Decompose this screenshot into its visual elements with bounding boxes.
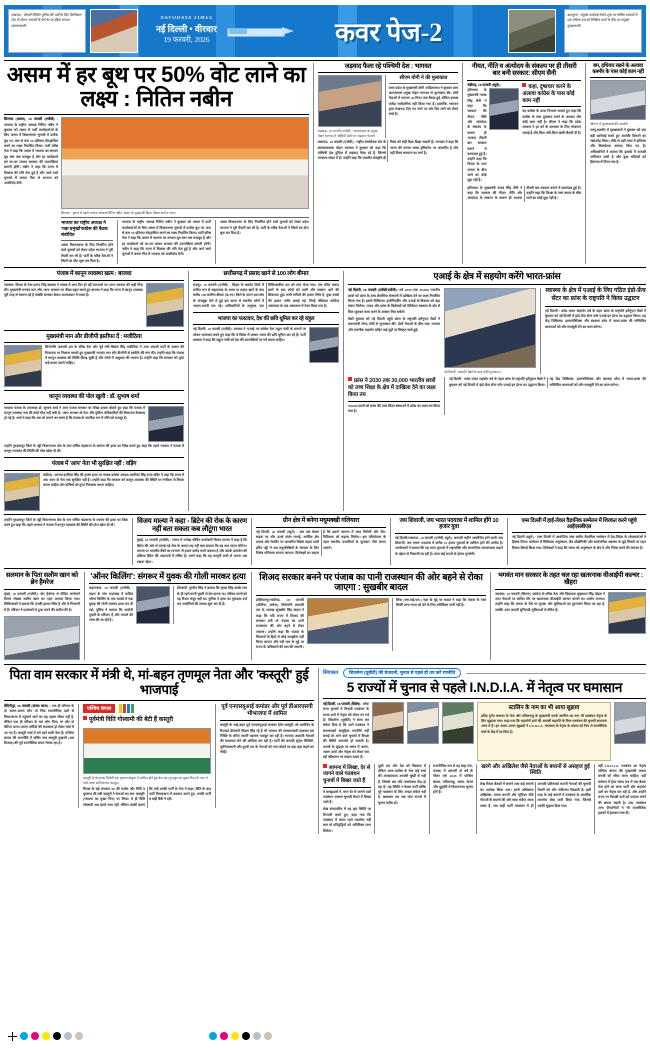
page-title: कवर पेज-2 bbox=[334, 18, 443, 47]
color-swatches bbox=[119, 704, 134, 713]
lead-headline: असम में हर बूथ पर 50% वोट लाने का लक्ष्य : नितिन नबीन bbox=[6, 62, 306, 112]
saini-photo bbox=[489, 88, 520, 130]
section-middle bbox=[4, 271, 646, 511]
salman-headline: सलमान के पिता सलीम खान को ब्रेन हैमरेज bbox=[6, 572, 78, 587]
bullet-square-icon bbox=[522, 83, 526, 87]
left-story-1-headline: मुख्यमंत्री मान और डीजीपी इस्तीफा दें : मजीठिया bbox=[46, 333, 142, 340]
bhagwat-subhead: सीएम योगी ने की मुलाकात bbox=[399, 75, 448, 82]
saini-headline: नीयत, नीति व अंत्योदय के संकल्प पर ही तीसरी बार बनी सरकार: सीएम सैनी bbox=[471, 63, 577, 78]
section-lower bbox=[4, 572, 646, 660]
left-story-0-body: जालंधर: विपक्ष के नेता प्रताप सिंह बाजवा ने पंजाब में आए दिन हो रही घटनाओं पर 'आप' सरकार की कड़ी निंदा की। मुख्यमंत्री भगवंत मान और 'आप' सरकार पर तीखा प्रहार करते हुए बाजवा ने कहा कि राज्य में कानून-व्यवस्था पूरी तरह से चरमरा गई है जबकि सरकार केवल आत्मप्रचार में व्यस्त है। bbox=[4, 282, 143, 298]
india-col4-text: वहीं I.N.D.I.A. गठबंधन का नेतृत्व पश्चिम बंगाल की मुख्यमंत्री ममता बनर्जी को सौंपा जाना चाहिए। वहीं वर्तमान में हैदर संसद सत्र में एक बैठक नेता होने का साफ पार्टी और सहयोग दलों का नेतृत्व कर रही है, और उन्होंने राज्य पर विपक्षी दलों को फायदा करने की क्षमता रखती है। अब, गठबंधन अन्य टिप्पणियों ने भी राजनीतिक हलकों में हलचल मचा दी। bbox=[598, 763, 646, 816]
india-col3-text: लेख मैंकस बैठकों में सामने आए कई बयानों का उल्लेख किया गया। इनमें अधिकांश अखिलेश, ममता बनर्जी और भूमिका जैसे नेताओं के बयानों की ओर साफ संकेत आता जाता है, जब कहीं पार्टी गठबंधन में ही आपसी प्रतिस्पर्धा कथनी नेताओं की चुनावी तैयारी को और जटिलता दिखाती है। इसी तरह के कई बयानों में गठबंधन के आंतरिक तालमेल लेख जारी किया गया, जिससे उनकी सुझाव दिया गया। bbox=[480, 782, 591, 808]
masthead-right-brief-box bbox=[564, 9, 642, 53]
masthead-left-brief-box bbox=[8, 9, 86, 53]
color-dot-yellow-2 bbox=[231, 1032, 239, 1040]
leader-photo-4 bbox=[614, 702, 646, 744]
lead-photo-block bbox=[61, 117, 309, 264]
khaira-story bbox=[490, 572, 646, 660]
bullet-square-icon-3 bbox=[83, 716, 87, 720]
kashmir-story bbox=[585, 63, 646, 264]
saini-bullet: कहा, दुष्प्रचार करने के अलावा कांग्रेस के पास कोई काम नहीं bbox=[522, 83, 575, 104]
bhagwat-photo bbox=[318, 75, 382, 127]
section-bottom bbox=[4, 668, 646, 834]
color-dot-gray3 bbox=[253, 1032, 261, 1040]
lead-dateline: सिलचर (असम), 18 फरवरी (एजेंसी) : bbox=[4, 117, 58, 122]
salman-story bbox=[4, 572, 84, 660]
lead-col-3 bbox=[215, 220, 309, 264]
badal-photo-block bbox=[307, 598, 389, 651]
india-col-3 bbox=[476, 764, 591, 834]
mid-story-1-headline: भाजपा का पलटवार, देश की छवि धूमिल कर रहे राहुल bbox=[217, 316, 315, 323]
color-dot-magenta-2 bbox=[220, 1032, 228, 1040]
paper-identity bbox=[156, 16, 217, 45]
green-body: नई दिल्ली, 18 फरवरी (ब्यूरो) : अब तक केवल सड़क पर और ऊर्जा संयंत्र लगाई, आर्थिक क्षेत्र प्रभाव और रेस्टोरेंट पर आधारित विशेष महत्व वाली हरित पट्टी में अब मधुमक्खियों के संरक्षण के लिए विशेष गलियारा बनाया जाएगा। विशेषज्ञों का कहना है कि इससे परागण में मदद मिलेगी और जैव-विविधता को बढ़ावा मिलेगा। इस परियोजना के तहत स्थानीय प्रजातियों के फूलदार पौधे लगाए जाएंगे। bbox=[256, 529, 386, 555]
leader-photo-2 bbox=[407, 702, 439, 744]
bullet-square-icon-2 bbox=[348, 377, 352, 381]
bengal-dateline: मेदिनीपुर, 18 फरवरी (संजय जाना) : bbox=[4, 704, 51, 709]
bhagwat-col1-text: लखनऊ, 18 फरवरी (एजेंसी) : राष्ट्रीय स्वयंसेवक संघ के सरसंघचालक मोहन भागवत ने बुधवार को कहा कि पश्चिमी देश दुनिया में जड़वाद फैला रहे हैं, जिससे मानवता संकट में है। उन्होंने कहा कि भारतीय संस्कृति ही विश्व को सही दिशा दिखा सकती है। भागवत ने कहा कि भारत की परंपरा समग्र दृष्टिकोण पर आधारित है और यही विश्व कल्याण का मार्ग है। bbox=[317, 140, 459, 161]
bengal-package bbox=[4, 668, 318, 834]
saini-dateline: चंडीगढ़, 18 फरवरी (ब्यूरो): bbox=[467, 82, 501, 87]
india-bloc-package bbox=[318, 668, 646, 834]
left-story-2-headline: कानून व्यवस्था की पोल खुली : डॉ. सुभाष शर्मा bbox=[48, 394, 140, 401]
mid-story-0-body: रायपुर, 18 फरवरी (एजेंसी) : बिहार के बालोद जिले में कथित रूप से महाप्रसाद के असर या प्रसाद खाने के बाद करीब 100 ग्रामीण बीमार पड़ गए। जिले के पाटन ग्राम क्षेत्र के चंगाबुड़ा ठेले में हुई इस घटना से स्थानीय लोगों में अफरा-तफरी मच गई। अधिकारियों के अनुसार, एक चिकित्सकीय दल को गांव भेजा गया। एक मंदिर प्रसाद खाने के बाद लोगों को उल्टी और चक्कर आने की शिकायत हुई। सभी मरीजों की हालत स्थिर है, कुछ बच्चों की हालत गंभीर बताई गई, जिन्हें मेडिकल कॉलेज अस्पताल के एक अस्पताल में रेफर किया गया है। bbox=[193, 282, 339, 308]
lead-photo-caption: सिलचर : चुनाव से पहले भाजपा अध्यक्ष नितिन नबीन, असम के मुख्यमंत्री हिमंत बिस्वा शर्मा व अन्य। bbox=[61, 211, 176, 216]
malya-headline: विजय माल्या ने कहा - ब्रिटेन की रोक के कारण नहीं बता सकता कब लौटूंगा भारत bbox=[137, 517, 247, 533]
left-story-1-body: शिरोमणि अकाली दल के वरिष्ठ नेता और पूर्व मंत्री बिक्रम सिंह मजीठिया ने आम आदमी पार्टी के शासन की विफलता पर निशाना साधते हुए मुख्यमंत्री भगवंत मान और डीजीपी से इस्तीफे की मांग की। उन्होंने कहा कि पंजाब में कानून-व्यवस्था की स्थिति बिगड़ चुकी है और लोगों में असुरक्षा की भावना है। उन्होंने कहा कि सरकार को तुरंत कड़े कदम उठाने चाहिए। bbox=[45, 345, 184, 366]
badal-photo bbox=[307, 598, 389, 644]
india-intro: : लोक सभा चुनावों में विपक्षी गठबंधन के घटक दलों में नेतृत्व को लेकर ठन गई है। शिवसेना (यूबीटी) ने साफ कर संकेत दिया है कि आगे गठबंधन ने समन्वयकों सामूहिक रणनीति नहीं बनाई तो आने वाले चुनावों में विपक्ष की स्थिति कमजोर हो सकती है। घटकों के सुझाव पर समय में अलग-अलग दावों और नेतृत्व को लेकर चल रही खींचतान पर सवाल उठाए हैं। bbox=[323, 702, 369, 760]
saini-col-left bbox=[467, 83, 519, 184]
ai-col-1 bbox=[348, 288, 440, 374]
mid-story-1 bbox=[193, 316, 339, 363]
lead-photo bbox=[61, 117, 309, 209]
left-column bbox=[4, 271, 188, 511]
left-story-3-body: चंडीगढ़ : सरपंच हरविंदर सिंह की नृशंस हत्या पर पंजाब कांग्रेस अध्यक्ष अमरिंदर सिंह राजा वड़िंग ने कहा कि राज्य में अब 'आप' के नेता तक सुरक्षित नहीं हैं। उन्होंने कहा कि सरकार को कानून-व्यवस्था की स्थिति पर गंभीरता से विचार करना चाहिए और दोषियों को तुरंत गिरफ्तार करना चाहिए। bbox=[43, 472, 184, 488]
pen-icon bbox=[227, 26, 297, 37]
india-col-4 bbox=[594, 764, 646, 834]
ai-photo-block bbox=[444, 288, 536, 374]
left-story-2-photo bbox=[148, 406, 184, 442]
ai-sub-body: नई दिल्ली : फ्रांस-भारत सहयोग वर्ष के तहत फ्रांस के राष्ट्रपति इमैनुएल मैक्रों ने बुधवार को नई दिल्ली में इंडो-फ्रेंच सेंटर फॉर एआई इन हेल्थ का उद्घाटन किया। यह केंद्र चिकित्सा, डायग्नोस्टिक्स और स्वास्थ्य शोध में भारत-फ्रांस की सम्मिलित क्षमताओं को और मजबूती देने का काम करेगा। bbox=[545, 308, 646, 329]
masthead-center bbox=[142, 5, 508, 57]
section-top bbox=[4, 63, 646, 264]
bengal-photo bbox=[83, 728, 211, 774]
section-middle2 bbox=[4, 518, 646, 565]
lead-story bbox=[4, 63, 313, 264]
left-story-0-headline: पंजाब में कानून व्यवस्था खत्म : बाजवा bbox=[56, 271, 132, 278]
india-bullet-body: ये समझदारों ने, मगर देर से जागने वाले गठबंधन आसान चुनावी मैदान में बिखर जाते हैं। bbox=[323, 789, 371, 805]
leader-photo-1 bbox=[372, 702, 404, 744]
stalin-sub-body: द्रविड़ मुनेत्र कषगम के नेता और तमिलनाडु के मुख्यमंत्री एमके स्टालिन का नाम भी गठबंधन नेतृत्व के लिए सुझाया गया। कहा गया कि सहयोगी दलों की आपसी सहमति के बिना गठबंधन की चुनावी सफलता अधर में है। इन अलग-अलग सुझावों ने I.N.D.I.A. गठबंधन के नेतृत्व के सवाल को फिर से राजनीतिक चर्चा के केंद्र में ला दिया है। bbox=[481, 713, 607, 734]
saini-story bbox=[462, 63, 585, 264]
kashmir-body: जम्मू-कश्मीर में सुरक्षाबलों ने बुधवार को एक बड़ी कार्रवाई करते हुए आतंकी ठिकाने का भंडाफोड़ किया। मौके से बड़ी मात्रा में हथियार और विस्फोटक बरामद किए गए हैं। अधिकारियों ने बताया कि इलाके में तलाशी अभियान जारी है और कुछ संदिग्धों को हिरासत में लिया गया है। bbox=[590, 128, 646, 165]
color-dot-gray1 bbox=[64, 1032, 72, 1040]
color-dot-cyan bbox=[20, 1032, 28, 1040]
left-story-2-body2: उन्होंने गुरदासपुर जिले के पट्टी विधानसभा क्षेत्र के नाम चर्चित महासभा के सरपंच की हत्या का जिक्र करते हुए कहा कि पहले भाजपा ने पंजाब में कानून व्यवस्था की स्थिति की पोल खोल दी थी। bbox=[4, 443, 184, 454]
khaira-body: जालंधर, 18 फरवरी (किरण): कांग्रेस के वरिष्ठ नेता और विधायक सुखपाल सिंह खैहरा ने आप नेताओं पर कथित तौर पर खतरनाक वीआईपी कल्चर चलाने का आरोप लगाया। उन्होंने कहा कि जनता के पैसे पर सुरक्षा और सुविधाओं का दुरुपयोग किया जा रहा है, जबकि आम आदमी बुनियादी सुविधाओं से वंचित है। bbox=[495, 591, 605, 612]
registration-cross-icon bbox=[8, 1032, 17, 1041]
bengal-photo-caption: कस्तूरी के के इनका मिलेगी एक कृष्णन बांकुरा में शामिल होने हुए बेटा रहा (तृणमूल का मुखर पिच) के नाम 'ने-नाथे-नाथा' शानिजनाब मजबूत। bbox=[83, 775, 209, 785]
color-dot-cyan-2 bbox=[209, 1032, 217, 1040]
bengal-col-3 bbox=[215, 704, 314, 808]
badal-body: होशियारपुर/चंडीगढ़, 18 फरवरी (सोनिया, अर्चना): शिरोमणि अकाली दल के अध्यक्ष सुखबीर सिंह बादल ने कहा कि यदि राज्य में शिअद की सरकार बनी तो पंजाब का पानी राजस्थान की ओर बहने से रोका जाएगा। उन्होंने कहा कि पंजाब के किसानों के हितों से कोई समझौता नहीं किया जाएगा और नदी जल के मुद्दे पर राज्य के अधिकारों की रक्षा की जाएगी। bbox=[256, 597, 304, 650]
left-story-1-photo bbox=[4, 345, 42, 387]
left-story-0 bbox=[4, 271, 184, 326]
malya-story bbox=[132, 518, 251, 565]
color-dot-gray4 bbox=[264, 1032, 272, 1040]
color-dot-black-2 bbox=[242, 1032, 250, 1040]
saini-body-cont: हरियाणा के मुख्यमंत्री नायब सिंह सैनी ने कहा कि सरकार की नीयत, नीति और अंत्योदय के संकल्प के कारण ही भाजपा तीसरी बार सरकार बनाने में कामयाब हुई है। उन्होंने कहा कि विपक्ष के पास जनता के बीच जाने का कोई मुद्दा नहीं है। bbox=[467, 185, 582, 201]
left-story-3 bbox=[4, 461, 184, 510]
print-registration-bar bbox=[0, 1030, 650, 1042]
mid-story-0 bbox=[193, 271, 339, 309]
sad-badal-story bbox=[251, 572, 490, 660]
bengal-sub-body-2: कस्तूरी के भाई-बहन पूर्व एनएसयूआई कमांडर देवेन कस्तूरी, जो आरोपित के रिटायर्ड डीएसपी विक्रम सिंह रहे हैं भी भाजपा की तलवारवाली व्यवस्था इस निर्दिष्ट के जरिए अपनी पहचान मजबूत कर रही है। भाजपा अकाली नेताओं की सदस्यता लेने की कोशिश कर रही है। पार्टी की कमांडी सुदेश शिविधी, पूर्वनेताकाली और दूसरी दल के नेताओं को नाम जोड़ने पर बड़ा-बड़ा कहने का नेतेहैं। bbox=[220, 723, 314, 754]
masthead-left-photo bbox=[90, 9, 138, 53]
aiims-headline: एम्स दिल्ली में हाई-लेवल वैज्ञानिक सम्मेलन में शिरकत करने पहुंचे आईएसबीएस bbox=[521, 517, 637, 530]
ai-col1b-text: मैक्रों बुधवार को नई दिल्ली पहुंचे फ्रांस के राष्ट्रपति इमैनुएल मैक्रों ने प्रधानमंत्री नरेन्द्र मोदी से मुलाकात की। दोनों नेताओं के बीच रक्षा, व्यापार और तकनीक सहयोग सहित कई मुद्दों पर विस्तृत चर्चा हुई। bbox=[348, 316, 440, 332]
bengal-col-1 bbox=[4, 704, 74, 808]
bhagwat-headline: जड़वाद फैला रहे पश्चिमी देश : भागवत bbox=[344, 63, 432, 70]
khaira-photo bbox=[608, 592, 646, 634]
kashmir-photo-caption: श्रीनगर में सुरक्षाबलों की तलाशी। bbox=[590, 122, 629, 127]
india-bloc-headline: 5 राज्यों में चुनाव से पहले I.N.D.I.A. में नेतृत्व पर घमासान bbox=[346, 680, 623, 696]
bengal-subhead-2: पूर्व एनएसयूआई कमांडर और पूर्व डीआरएसपी भीभाजपा में शामिल bbox=[221, 704, 313, 718]
ai-extra-col bbox=[444, 377, 646, 414]
india-col2b-text: राजनीतिक रूप से यह कहा गया, पंजाब, में आगामी दो वर्ष के भीतर वर्ष 2026 में पश्चिम बंगाल, तमिलनाडु, असम, केरल और पुडुचेरी में विधानसभा चुनाव होने हैं। bbox=[433, 763, 473, 795]
bengal-col-2 bbox=[78, 704, 211, 808]
mid-story-1-body: नई दिल्ली, 18 फरवरी (एजेंसी): भाजपा ने 'एआई' पर कांग्रेस नेता राहुल गांधी के बयानों पर लोकर पलटवार करते हुए कहा कि वे विदेश में जाकर भारत की छवि धूमिल कर रहे हैं। पार्टी प्रवक्ता ने कहा कि राहुल गांधी को देश की उपलब्धियों पर गर्व करना चाहिए। bbox=[193, 327, 306, 342]
india-bullet-body-2: लेख संपादकीय में यह कृत स्थिति पर टिप्पणी करते हुए, कहा गया कि गठबंधन में समय रहते तालमेल नहीं बना तो प्रतिद्वंद्वियों को अतिरिक्त लाभ मिलेगा। bbox=[323, 807, 371, 833]
bhagwat-photo-block bbox=[318, 75, 382, 138]
india-col3-head: खरगे और अखिलेश जैसे नेताओं के बयानों से असहज हुई स्थिति bbox=[481, 763, 590, 777]
paper-name-english: NAVODAYA TIMES bbox=[160, 16, 213, 22]
color-dot-black bbox=[53, 1032, 61, 1040]
mid-story-1-photo bbox=[309, 327, 339, 363]
saini-body-right: वह कांग्रेस के ऊपर निशाना साधते हुए कहा कि कांग्रेस के पास दुष्प्रचार करने के अलावा और कोई काम नहीं है। सीएम ने कहा कि प्रदेश सरकार ने हर वर्ग के कल्याण के लिए योजनाएं चलाई हैं और बिना पर्ची-बिना खर्ची नौकरी दी है। bbox=[522, 109, 582, 135]
paper-date: 19 फरवरी, 2026 bbox=[163, 35, 210, 45]
honor-killing-body2: डीएसपी. गुरमीत सिंह ने बताया कि मृतक सिंह उसके गांव के ही रहने वाली युवती से प्रेम करता था। परिवार वालों को यह रिश्ता मंजूर नहीं था। पुलिस ने हत्या का मुकदमा दर्ज कर आरोपियों की तलाश शुरू कर दी है। bbox=[173, 586, 247, 624]
bengal-region-label: पश्चिम बंगाल bbox=[83, 704, 115, 713]
india-col-2 bbox=[374, 764, 426, 834]
india-col-1 bbox=[323, 702, 369, 760]
masthead-banner bbox=[4, 5, 646, 57]
malya-body: मुंबई, 18 फरवरी (एजेंसी) : भारत में भगोड़ा घोषित कारोबारी विजय माल्या ने कहा है कि ब्रिटेन की ओर से लगाई गई रोक के कारण वह नहीं बता सकता कि वह कब भारत लौटेगा। माल्या पर भारतीय बैंकों का लगभग नौ हजार करोड़ रुपये बकाया है और उसके प्रत्यर्पण की प्रक्रिया ब्रिटेन की अदालतों में लंबित है। उसने कहा कि वह कानूनी रास्ते से अपना पक्ष रखता रहेगा। bbox=[137, 538, 247, 564]
leader-photo-3 bbox=[442, 702, 474, 744]
bhagwat-col-1 bbox=[385, 75, 459, 138]
green-headline: ग्रीन क्षेत्र में बनेगा मधुमक्खी गलियारा bbox=[282, 516, 360, 524]
lead-side-kicker: भाजपा का राष्ट्रीय अध्यक्ष ने 'पन्ना प्रमुखों'कांग्रेस की बैठक संबोधित bbox=[61, 220, 108, 238]
salman-body: मुंबई, 18 फरवरी (एजेंसी): 'ब्रेन हैमरेज' से पीड़ित जानेमाने फिल्म लेखक सलीम खान का गहन उपचार किया गया। चिकित्सकों ने बताया कि उनकी हालत स्थिर है और वे निगरानी में हैं। परिवार ने प्रशंसकों से दुआ करने की अपील की है। bbox=[4, 591, 80, 612]
kashmir-headline: बम, हथियार रखने के अलावा कश्मीर के पास कोई काम नहीं bbox=[592, 63, 644, 76]
lead-side-kicker-box bbox=[61, 220, 113, 264]
ai-col1-text: वर्ष 2030 तक 30,000 भारतीय छात्रों को फ्रांस के उच्च शैक्षणिक संस्थानों में दाखिला देने का लक्ष्य निर्धारित किया गया है। इससे चिकित्सा, इंजीनियरिंग और एआई के विकास को बड़ा संबल मिलेगा। भारत और फ्रांस के विशेषज्ञों को डिजिटल स्वास्थ्य के क्षेत्र में मिल जुलकर काम करने के अवसर मिल सकेंगे। bbox=[348, 288, 441, 314]
masthead-right-photo bbox=[508, 9, 556, 53]
badal-photo-caption: लिंक (एस.वाई.एल.) नहर के मुद्दे पर बादल ने कहा कि पंजाब के पास किसी अन्य राज्य को देने के लिए अतिरिक्त पानी नहीं है। bbox=[392, 598, 486, 651]
ai-bullet-head: फ्रांस ने 2030 तक 30,000 भारतीय छात्रों को उच्च शिक्षा के क्षेत्र में दाखिला देने का लक्ष्य किया तय bbox=[348, 378, 436, 399]
ai-photo bbox=[444, 288, 536, 368]
color-dot-gray2 bbox=[75, 1032, 83, 1040]
shivaji-story bbox=[390, 518, 507, 565]
ai-story bbox=[343, 271, 646, 511]
india-col2-text: दूसरे दल और देश को विश्वास में लेकिन आज कांग्रेस के नेता कई चर्चा की आवश्यकता आपसी सुर्खी से नहीं हैं, जिससे भ्रम और असमंजस पैदा हो रहा है। यह स्थिति न केवल पार्टी बल्कि पूरे गठबंधन के लिए अच्छा संकेत नहीं है, खासकर तब जब पांच राज्यों में चुनाव करीब हों। bbox=[378, 763, 426, 805]
left-story-0-photo bbox=[146, 283, 184, 327]
left-story-1 bbox=[4, 334, 184, 387]
left-story-3-headline: पंजाब में 'आप' नेता भी सुरक्षित नहीं : वड़िंग bbox=[51, 461, 137, 468]
badal-headline: शिअद सरकार बनने पर पंजाब का पानी राजस्थान की ओर बहने से रोका जाएगा : सुखबीर बादल bbox=[259, 572, 483, 593]
green-corridor-story bbox=[251, 518, 390, 565]
color-dot-yellow bbox=[42, 1032, 50, 1040]
salman-photo bbox=[4, 616, 80, 660]
lead-side-body: असम विधानसभा के लिए निर्धारित होने वाले चुनावों को लेकर प्रदेश भाजपा ने पूरी तैयारी कर ली है। पार्टी के वरिष्ठ नेताओं ने जिलों का दौरा शुरू कर दिया है। bbox=[61, 243, 113, 263]
kashmir-photo bbox=[590, 80, 646, 120]
bhagwat-col2-text: उत्तर प्रदेश के मुख्यमंत्री योगी आदित्यनाथ ने बुधवार शाम आरएसएस प्रमुख मोहन भागवत से मुलाकात की। दोनों नेताओं में लगभग 40 मिनट तक बैठक हुई, लेकिन इसका एजेंडा सार्वजनिक नहीं किया गया है। हालांकि, भागवत द्वारा लखनऊ दिए गए जाने पर जोर दिए जाने को लेकर चर्चा है। bbox=[388, 85, 459, 117]
india-col-2b bbox=[429, 764, 473, 834]
masthead-right-brief-text: बारामूला : संयुक्त कार्रवाई सेनाएं शुरू पर घोषित शासकों में एक संदिग्ध मंच को निष्क्रिय करने के लिए पर संयुक्त सुरक्षाकर्मी। bbox=[567, 13, 638, 28]
bhagwat-story bbox=[313, 63, 463, 264]
bhagwat-photo-caption: लखनऊ, 18 फरवरी (एजेंसी) : आरएसएस के प्रमुख मोहन भागवत ने पश्चिमी देशों पर 'जड़वाद' फैलाने bbox=[317, 129, 378, 139]
bengal-sub-body: विपक्ष के बड़े मंत्रालय 90 की चर्चाएं और विति व युवराज की मंडी कस्तूरी ने नेताओं का नाम 'कस्तूरी' (भाजपा का मुखर पिच) पर लिया। वे ही विति गोस्वामी अब हमारे साथ नहीं, लेकिन उनकी बताएं कि उन्हें उनकी पार्टी के नेता ने कहा। विति के बाद पार्टी विचारधारा में बदलाव करते हुए, उनकी पार्टी व कहीं बैठी ने रही। bbox=[83, 786, 211, 807]
lead-body: भाजपा के राष्ट्रीय अध्यक्ष नितिन नबीन ने बुधवार को असम में पार्टी कार्यकर्ताओं के लिए असम में विधानसभा चुनावों में प्रत्येक बूथ पर, कम से कम 50 प्रतिशत वोटहासिल करने का लक्ष्य निर्धारित किया। पार्टी वरिष्ठ नेता ने कहा कि असम में भाजपा का संगठन बूथ स्तर तक मजबूत है और हर कार्यकर्ता को घर-घर जाकर सरकार की उपलब्धियां बतानी होंगी। नबीन ने कहा कि राज्य में विकास की गति तेज हुई है और आने वाले चुनावों में जनता फिर से भाजपा को आशीर्वाद देगी। bbox=[4, 122, 58, 186]
khaira-headline: भगवंत मान सरकार के तहत चल रहा खतरनाक वीआईपी कल्चर : खैहरा bbox=[498, 572, 643, 587]
left-story-2-body: भाजपा पंजाब के उपाध्यक्ष डॉ. सुभाष शर्मा ने आप पंजाब सरकार पर तीखा हमला बोलते हुए कहा कि पंजाब में कानून व्यवस्था नाम की कोई चीज नहीं बची है। 'आप' सरकार के नेता और पुलिस अधिकारियों की विफलता बेनकाब हो गई है। शर्मा ने कहा कि अब जो लगाने का समय है कि पंजाब के नागरिक भय में जीने को मजबूर हैं। bbox=[4, 405, 145, 421]
left-story-2-overflow: उन्होंने गुरदासपुर जिले के पट्टी विधानसभा क्षेत्र के नाम चर्चित महासभा के सरपंच की हत्या का जिक्र करते हुए कहा कि पहले भाजपा ने पंजाब में कानून व्यवस्था की स्थिति की पोल खोल दी थी। bbox=[4, 517, 128, 528]
lead-body-cont2: असम विधानसभा के लिए निर्धारित होने वाले चुनावों को लेकर प्रदेश भाजपा ने पूरी तैयारी कर ली है। पार्टी के वरिष्ठ नेताओं ने जिलों का दौरा शुरू कर दिया है। bbox=[219, 220, 309, 235]
lead-col-2 bbox=[117, 220, 211, 264]
honor-killing-story bbox=[84, 572, 251, 660]
ai-subhead: स्वास्थ्य के क्षेत्र में एआई के लिए गठित इंडो-फ्रेंच सेंटर का फ्रांस के राष्ट्रपति ने किया उद्घाटन bbox=[545, 288, 646, 302]
honor-killing-photo bbox=[136, 586, 170, 624]
lead-body-cont: भाजपा के राष्ट्रीय अध्यक्ष नितिन नबीन ने बुधवार को असम में पार्टी कार्यकर्ताओं के लिए असम में विधानसभा चुनावों में प्रत्येक बूथ पर, कम से कम 50 प्रतिशत वोटहासिल करने का लक्ष्य निर्धारित किया। पार्टी वरिष्ठ नेता ने कहा कि असम में भाजपा का संगठन बूथ स्तर तक मजबूत है और हर कार्यकर्ता को घर-घर जाकर सरकार की उपलब्धियां बतानी होंगी। नबीन ने कहा कि राज्य में विकास की गति तेज हुई है और आने वाले चुनावों में जनता फिर से भाजपा को आशीर्वाद देगी। bbox=[122, 220, 211, 257]
saini-body-left: हरियाणा के मुख्यमंत्री नायब सिंह सैनी ने कहा कि सरकार की नीयत, नीति और अंत्योदय के संकल्प के कारण ही भाजपा तीसरी बार सरकार बनाने में कामयाब हुई है। उन्होंने कहा कि विपक्ष के पास जनता के बीच जाने का कोई मुद्दा नहीं है। bbox=[467, 88, 487, 183]
ai-sub-block bbox=[540, 288, 646, 374]
mid-story-0-headline: छत्तीसगढ़ में प्रसाद खाने से 100 लोग बीमार bbox=[223, 271, 309, 278]
shivsena-warning-pill: शिवसेना (यूबीटी) की चेतावनी, चुनाव से पहले ही तय करें रणनीति bbox=[343, 668, 461, 678]
ai-dateline: नई दिल्ली, 18 फरवरी (एजेंसी/एजेंसी): bbox=[348, 288, 398, 293]
aiims-body: नई दिल्ली (ब्यूरो) : एम्स दिल्ली में आयोजित उच्च स्तरीय वैज्ञानिक सम्मेलन में देश-विदेश के शोधकर्ताओं ने हिस्सा लिया। सम्मेलन में चिकित्सा अनुसंधान, जैव प्रौद्योगिकी और सार्वजनिक स्वास्थ्य से जुड़े विषयों पर गहन विचार-विमर्श किया गया। विशेषज्ञों ने कहा कि भारत को अनुसंधान के क्षेत्र में और निवेश करने की जरूरत है। bbox=[512, 534, 646, 550]
bengal-subhead: पूर्वमंत्री विति गोस्वामी की बेटी हैं कस्तूरी bbox=[89, 717, 174, 724]
ai-photo-caption: नई दिल्ली : राष्ट्रपति मैक्रों के साथ मोदी मुलाकात। bbox=[444, 370, 501, 375]
ai-bullet-note: 30,000 छात्रों को फ्रांस की उच्च शिक्षा संस्थाओं में प्रवेश का लक्ष्य तय किया गया है। bbox=[348, 404, 440, 414]
color-dot-magenta bbox=[31, 1032, 39, 1040]
left-story-2 bbox=[4, 394, 184, 454]
malya-left-filler bbox=[4, 518, 132, 565]
bengal-headline: पिता वाम सरकार में मंत्री थे, मां-बहन तृणमूल नेता और 'कस्तूरी' हुई भाजपाई bbox=[9, 667, 309, 697]
ai-headline: एआई के क्षेत्र में सहयोग करेंगे भारत-फ्रांस bbox=[433, 271, 561, 282]
left-story-3-photo bbox=[4, 473, 40, 511]
honor-killing-headline: 'ऑनर किलिंग': संगरूर में युवक की गोली मारकर हत्या bbox=[90, 571, 246, 582]
masthead-left-brief-text: लखनऊ : पीएसी रेजिमेंट पुलिस की भर्ती के लिए फिजिकल टेस्ट के दौरान अभ्यर्थी के पैरों पैर पर बैंडेज लगाता स्वास्थ्यकर्मी। bbox=[11, 13, 82, 28]
stalin-subhead: स्टालिन के नाम का भी आया सुझाव bbox=[508, 705, 580, 712]
aiims-story bbox=[507, 518, 646, 565]
stalin-box bbox=[477, 702, 611, 760]
saini-bullet-block bbox=[522, 83, 581, 184]
ai-extra-text: नई दिल्ली : फ्रांस-भारत सहयोग वर्ष के तहत फ्रांस के राष्ट्रपति इमैनुएल मैक्रों ने बुधवार को नई दिल्ली में इंडो-फ्रेंच सेंटर फॉर एआई इन हेल्थ का उद्घाटन किया। यह केंद्र चिकित्सा, डायग्नोस्टिक्स और स्वास्थ्य शोध में भारत-फ्रांस की सम्मिलित क्षमताओं को और मजबूती देने का काम करेगा। bbox=[449, 377, 646, 387]
india-dateline: नई दिल्ली, 18 फरवरी (विशेष) bbox=[323, 702, 361, 707]
paper-city-day: नई दिल्ली • वीरवार bbox=[156, 24, 217, 35]
newspaper-page bbox=[0, 5, 650, 1048]
mid-column bbox=[188, 271, 343, 511]
bullet-square-icon-4 bbox=[323, 764, 327, 768]
india-bullet-block bbox=[323, 764, 371, 834]
lead-col-1 bbox=[4, 117, 61, 264]
shivaji-body: नई दिल्ली/लखनऊ, 18 फरवरी (एजेंसी, ब्यूरो): आगामी महीने आयोजित होने वाली 'जय शिवाजी, जय भारत' पदयात्रा में करीब 10 हजार युवाओं के शामिल होने की उम्मीद है। आयोजकों ने बताया कि यह यात्रा युवाओं में राष्ट्रभक्ति और सामाजिक जागरूकता बढ़ाने के उद्देश्य से निकाली जा रही है। यात्रा कई राज्यों से होकर गुजरेगी। bbox=[395, 535, 503, 556]
honor-killing-body: लहरागागा, 18 फरवरी (एजेंसी) : लहरा के गांव भदलवड में कथित ऑनर किलिंग के एक मामले में एक युवक की गोली मारकर हत्या कर दी गई। पुलिस ने बताया कि आरोपी युवती के परिजन हैं और मामले की जांच की जा रही है। bbox=[89, 586, 133, 623]
ai-bullet-block bbox=[348, 377, 440, 414]
siyasat-tag: सियासत bbox=[323, 670, 339, 677]
india-bullet-head: सामना में लिखा, देर से जागने वाले गठबंधन चुनावों में बिखर जाते हैं bbox=[323, 764, 371, 784]
shivaji-headline: जय शिवाजी, जय भारत पदयात्रा में शामिल होंगे 10 हजार युवा bbox=[399, 517, 499, 531]
bengal-body: एक ही परिवार के दो अलग-अलग लोग दो भिन्न राजनीतिक दलों से विधानसभा में पहुंचाने वाले का यह पहला मौका नहीं है, लेकिन एक ही परिवार के चार लोग पिता, मां और दो बेटियां अलग-अलग पार्टियों की सदस्यता हो लेकर चर्चा में आ गए हैं। कस्तूरी चर्चा में बने रहने वाली नेता हैं। पश्चिम बंगाल की राजनीति में चर्चित नाम कस्तूरी मुखर्जी (अब विजया) की पूर्व राजनीतिक सफर रोचक रहा है। bbox=[4, 704, 74, 746]
